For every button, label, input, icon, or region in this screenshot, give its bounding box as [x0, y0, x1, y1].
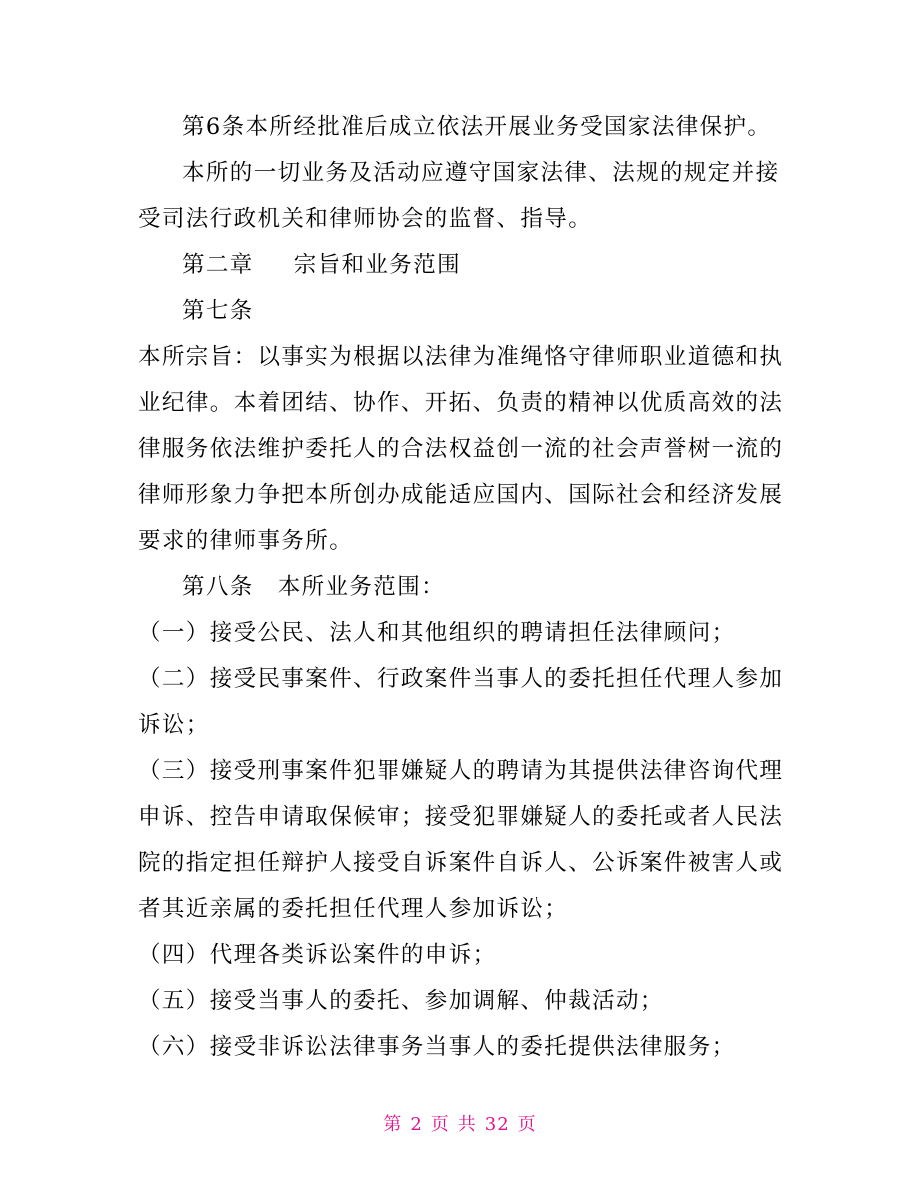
text-line: 申诉、控告申请取保候审；接受犯罪嫌疑人的委托或者人民法 [138, 804, 784, 830]
footer-label-total: 共 [457, 1114, 477, 1135]
article-8-title: 本所业务范围： [277, 574, 446, 600]
article-7-heading: 第七条 [182, 298, 254, 324]
page-footer [0, 1110, 920, 1136]
text-line: 律师形象力争把本所创办成能适应国内、国际社会和经济发展 [138, 482, 784, 508]
article-8-number: 第八条 [182, 574, 254, 600]
footer-label-unit: 页 [430, 1114, 450, 1135]
text-line: 业纪律。本着团结、协作、开拓、负责的精神以优质高效的法 [138, 390, 784, 416]
chapter-heading [138, 242, 788, 288]
text-line: 院的指定担任辩护人接受自诉案件自诉人、公诉案件被害人或 [138, 850, 784, 876]
document-body [138, 104, 788, 1070]
text-line: 诉讼； [138, 712, 210, 738]
footer-total-pages: 32 [484, 1114, 510, 1135]
article-8-heading [138, 564, 788, 610]
list-item: （四）代理各类诉讼案件的申诉； [138, 942, 497, 968]
list-item: （六）接受非诉讼法律事务当事人的委托提供法律服务； [138, 1034, 736, 1060]
list-item: （二）接受民事案件、行政案件当事人的委托担任代理人参加 [138, 666, 784, 692]
text-line: 本所宗旨：以事实为根据以法律为准绳恪守律师职业道德和执 [138, 344, 784, 370]
chapter-number: 第二章 [182, 252, 254, 278]
footer-label-unit2: 页 [517, 1114, 537, 1135]
footer-label-page: 第 [383, 1114, 403, 1135]
text-line: 律服务依法维护委托人的合法权益创一流的社会声誉树一流的 [138, 436, 784, 462]
text-line: 要求的律师事务所。 [138, 528, 354, 554]
text-line: 者其近亲属的委托担任代理人参加诉讼； [138, 896, 569, 922]
chapter-title: 宗旨和业务范围 [293, 252, 462, 278]
list-item: （三）接受刑事案件犯罪嫌疑人的聘请为其提供法律咨询代理 [138, 758, 784, 784]
list-item: （一）接受公民、法人和其他组织的聘请担任法律顾问； [138, 620, 736, 646]
footer-current-page: 2 [410, 1114, 423, 1135]
article-6-paragraph: 第6条本所经批准后成立依法开展业务受国家法律保护。 [182, 114, 772, 140]
list-item: （五）接受当事人的委托、参加调解、仲裁活动； [138, 988, 664, 1014]
text-line: 本所的一切业务及活动应遵守国家法律、法规的规定并接 [182, 160, 780, 186]
text-line: 受司法行政机关和律师协会的监督、指导。 [138, 206, 593, 232]
